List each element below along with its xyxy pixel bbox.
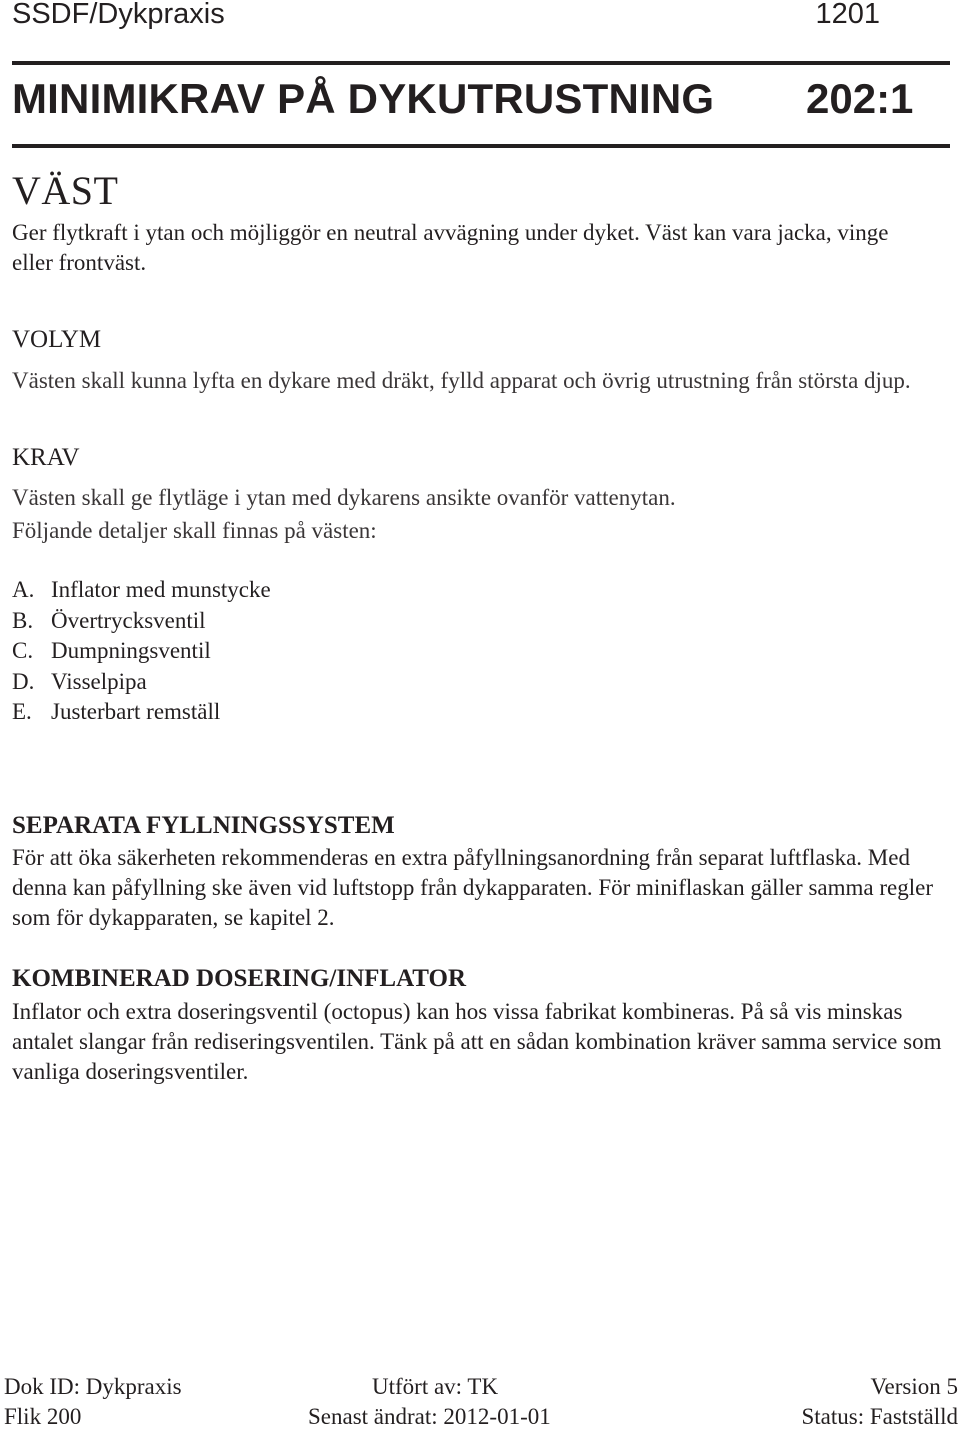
list-item-letter: D. [12,668,35,694]
section-vast [12,167,952,278]
list-item-letter: B. [12,607,34,633]
footer-dok-id-label: Dok ID [4,1374,74,1399]
section-kombinerad [12,964,952,1087]
footer-version: Version 5 [870,1374,958,1399]
title-top-rule [12,61,950,65]
section-volym [12,325,952,396]
title-bottom-rule [12,144,950,148]
footer-andrat: Senast ändrat: 2012-01-01 [308,1404,551,1429]
section-body-kombinerad: Inflator och extra doseringsventil (octopus) kan hos vissa fabrikat kombineras. På så vis minskas antalet slangar från rediseringsventilen. Tänk på att en sådan kombination kräver samma service som vanliga doseringsventiler. [12,998,942,1084]
section-heading-krav: KRAV [12,444,80,471]
page-number: 1201 [815,0,880,30]
krav-line-1: Västen skall ge flytläge i ytan med dykarens ansikte ovanför vattenytan. [12,485,676,510]
section-heading-kombinerad: KOMBINERAD DOSERING/INFLATOR [12,964,466,992]
section-body-vast: Ger flytkraft i ytan och möjliggör en neutral avvägning under dyket. Väst kan vara jacka, vinge eller frontväst. [12,220,889,275]
section-krav [12,443,952,728]
footer-utfort-value: TK [467,1374,499,1399]
list-item [12,667,952,698]
list-item [12,697,952,728]
section-body-separata: För att öka säkerheten rekommenderas en extra påfyllningsanordning från separat luftflaska. Med denna kan påfyllning ske även vid luftstopp från dykapparaten. För miniflaskan gäller samma regler som för dykapparaten, se kapitel 2. [12,844,933,930]
footer-status-value: Fastställd [869,1404,958,1429]
footer-dok-id-value: Dykpraxis [85,1374,182,1399]
list-item [12,606,952,637]
section-heading-separata: SEPARATA FYLLNINGSSYSTEM [12,811,395,839]
organization-name: SSDF/Dykpraxis [12,0,225,30]
footer-utfort-label: Utfört av [372,1374,456,1399]
section-body-volym: Västen skall kunna lyfta en dykare med dräkt, fylld apparat och övrig utrustning från största djup. [12,368,911,393]
section-heading-volym: VOLYM [12,326,102,353]
page-footer [0,1372,960,1432]
list-item-text: Övertrycksventil [51,607,206,633]
krav-line-2: Följande detaljer skall finnas på västen: [12,518,377,543]
list-item-letter: E. [12,699,32,724]
footer-dok-id: Dok ID: Dykpraxis [4,1374,182,1399]
footer-status-label: Status [801,1404,858,1429]
footer-flik: Flik 200 [4,1404,82,1429]
list-item-text: Visselpipa [51,668,147,694]
krav-item-list [12,575,952,728]
document-title: MINIMIKRAV PÅ DYKUTRUSTNING [12,75,715,122]
footer-andrat-label: Senast ändrat [308,1404,432,1429]
section-heading-vast: VÄST [12,168,119,213]
section-separata [12,811,952,933]
list-item-letter: C. [12,638,34,663]
list-item-letter: A. [12,577,35,602]
document-body [12,165,952,1087]
list-item-text: Dumpningsventil [51,638,211,663]
list-item-text: Justerbart remställ [51,699,221,724]
list-item [12,575,952,606]
list-item-text: Inflator med munstycke [51,577,271,602]
document-code: 202:1 [806,75,914,122]
list-item [12,636,952,667]
footer-status: Status: Fastställd [801,1404,958,1429]
footer-utfort: Utfört av: TK [372,1374,499,1399]
page-header [12,0,948,32]
footer-andrat-value: 2012-01-01 [443,1404,551,1429]
